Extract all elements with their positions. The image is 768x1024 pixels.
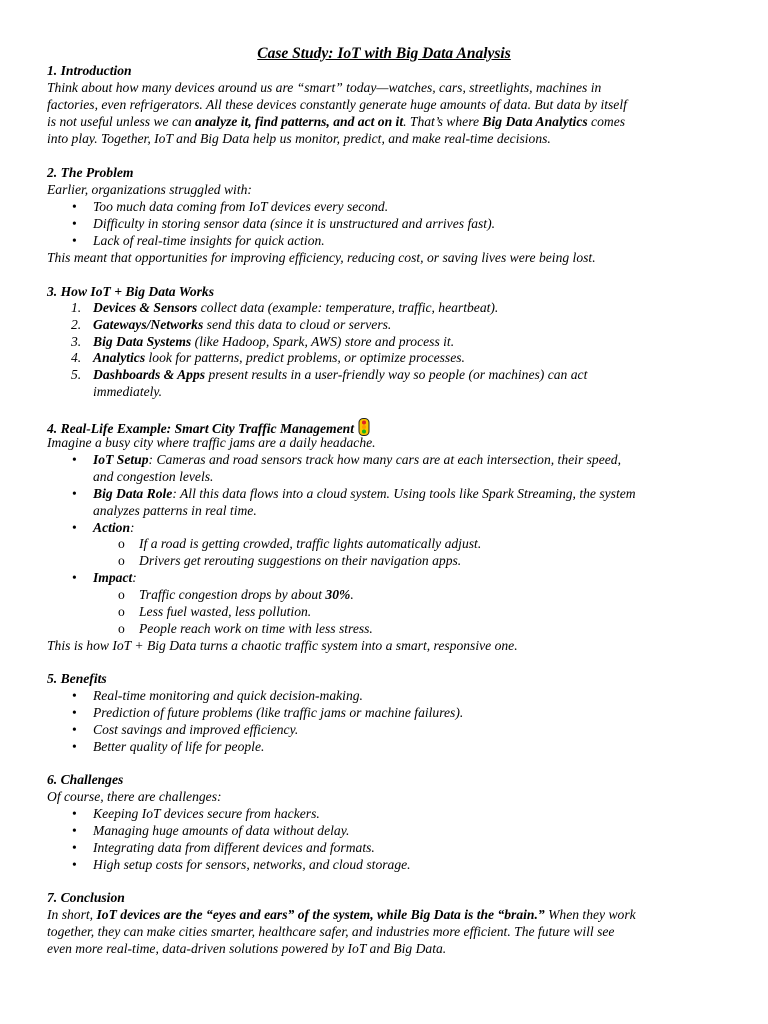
bullet-icon: • [72, 520, 77, 535]
example-role-text: : All this data flows into a cloud system. Using tools like Spark Streaming, the system [172, 486, 636, 501]
intro-text: . That’s where [403, 114, 483, 129]
impact-item [139, 587, 354, 604]
intro-text: comes [587, 114, 626, 129]
colon: : [132, 570, 137, 585]
how-item-text: collect data (example: temperature, traffic, heartbeat). [197, 300, 499, 315]
problem-after: This meant that opportunities for improving efficiency, reducing cost, or saving lives were being lost. [47, 250, 596, 265]
sub-bullet-icon: o [118, 621, 125, 636]
bullet-icon: • [72, 570, 77, 585]
impact-item: Less fuel wasted, less pollution. [139, 604, 312, 619]
sub-bullet-icon: o [118, 604, 125, 619]
bullet-icon: • [72, 722, 77, 737]
how-item-text: present results in a user-friendly way so people (or machines) can act [205, 367, 588, 382]
conclusion-heading: 7. Conclusion [47, 890, 125, 905]
intro-line-3 [47, 114, 625, 131]
intro-bold-term: Big Data Analytics [482, 114, 588, 129]
how-item-term: Big Data Systems [93, 334, 192, 349]
how-item-term: Dashboards & Apps [93, 367, 206, 382]
impact-text: . [350, 587, 354, 602]
problem-item: Too much data coming from IoT devices every second. [93, 199, 389, 214]
problem-item: Lack of real-time insights for quick action. [93, 233, 325, 248]
impact-item: People reach work on time with less stress. [139, 621, 373, 636]
list-number: 5. [71, 367, 82, 382]
conclusion-text: In short, [47, 907, 97, 922]
intro-text: is not useful unless we can [47, 114, 196, 129]
sub-bullet-icon: o [118, 553, 125, 568]
bullet-icon: • [72, 688, 77, 703]
example-impact [93, 570, 137, 587]
challenges-lead: Of course, there are challenges: [47, 789, 222, 804]
benefit-item: Real-time monitoring and quick decision-making. [93, 688, 363, 703]
problem-lead: Earlier, organizations struggled with: [47, 182, 252, 197]
how-item-text: look for patterns, predict problems, or optimize processes. [145, 350, 465, 365]
challenge-item: Managing huge amounts of data without delay. [93, 823, 350, 838]
bullet-icon: • [72, 705, 77, 720]
action-item: Drivers get rerouting suggestions on their navigation apps. [139, 553, 462, 568]
example-action-term: Action [93, 520, 131, 535]
sub-bullet-icon: o [118, 587, 125, 602]
intro-heading: 1. Introduction [47, 63, 132, 78]
problem-item: Difficulty in storing sensor data (since it is unstructured and arrives fast). [93, 216, 496, 231]
action-item: If a road is getting crowded, traffic lights automatically adjust. [139, 536, 482, 551]
intro-line-2: factories, even refrigerators. All these devices constantly generate huge amounts of data. But data by itself [47, 97, 627, 112]
impact-text: Traffic congestion drops by about [139, 587, 326, 602]
example-setup-text: : Cameras and road sensors track how many cars are at each intersection, their speed, [148, 452, 621, 467]
list-number: 3. [71, 334, 82, 349]
impact-percentage: 30% [325, 587, 351, 602]
example-after: This is how IoT + Big Data turns a chaotic traffic system into a smart, responsive one. [47, 638, 518, 653]
list-number: 4. [71, 350, 82, 365]
how-item [93, 350, 465, 367]
bullet-icon: • [72, 486, 77, 501]
conclusion-line-2: together, they can make cities smarter, healthcare safer, and industries more efficient. The future will see [47, 924, 615, 939]
benefit-item: Prediction of future problems (like traffic jams or machine failures). [93, 705, 464, 720]
bullet-icon: • [72, 452, 77, 467]
intro-bold-phrase: analyze it, find patterns, and act on it [195, 114, 404, 129]
bullet-icon: • [72, 840, 77, 855]
how-item-term: Gateways/Networks [93, 317, 204, 332]
example-setup [93, 452, 621, 469]
intro-line-1: Think about how many devices around us are “smart” today—watches, cars, streetlights, machines in [47, 80, 602, 95]
conclusion-line-1 [47, 907, 636, 924]
how-heading: 3. How IoT + Big Data Works [47, 284, 214, 299]
bullet-icon: • [72, 806, 77, 821]
how-item [93, 300, 498, 317]
conclusion-bold-statement: IoT devices are the “eyes and ears” of the system, while Big Data is the “brain.” [96, 907, 545, 922]
example-role [93, 486, 636, 503]
challenge-item: High setup costs for sensors, networks, and cloud storage. [93, 857, 411, 872]
how-item-text: (like Hadoop, Spark, AWS) store and process it. [191, 334, 455, 349]
benefit-item: Better quality of life for people. [93, 739, 265, 754]
how-item-text: send this data to cloud or servers. [203, 317, 392, 332]
list-number: 2. [71, 317, 82, 332]
problem-heading: 2. The Problem [47, 165, 134, 180]
example-setup-continuation: and congestion levels. [93, 469, 214, 484]
colon: : [130, 520, 135, 535]
how-item-continuation: immediately. [93, 384, 163, 399]
how-item-term: Devices & Sensors [93, 300, 198, 315]
example-role-term: Big Data Role [93, 486, 173, 501]
example-heading-text: 4. Real-Life Example: Smart City Traffic Management [47, 421, 354, 436]
benefits-heading: 5. Benefits [47, 671, 107, 686]
bullet-icon: • [72, 857, 77, 872]
bullet-icon: • [72, 739, 77, 754]
example-action [93, 520, 135, 537]
challenges-heading: 6. Challenges [47, 772, 124, 787]
how-item-term: Analytics [93, 350, 146, 365]
example-impact-term: Impact [93, 570, 133, 585]
conclusion-text: When they work [544, 907, 636, 922]
example-lead: Imagine a busy city where traffic jams are a daily headache. [47, 435, 376, 450]
how-item [93, 317, 391, 334]
benefit-item: Cost savings and improved efficiency. [93, 722, 299, 737]
traffic-light-icon [357, 418, 371, 436]
list-number: 1. [71, 300, 82, 315]
bullet-icon: • [72, 823, 77, 838]
challenge-item: Integrating data from different devices and formats. [93, 840, 375, 855]
how-item [93, 334, 454, 351]
bullet-icon: • [72, 233, 77, 248]
page-title: Case Study: IoT with Big Data Analysis [257, 45, 511, 62]
intro-line-4: into play. Together, IoT and Big Data help us monitor, predict, and make real-time decisions. [47, 131, 551, 146]
conclusion-line-3: even more real-time, data-driven solutions powered by IoT and Big Data. [47, 941, 447, 956]
challenge-item: Keeping IoT devices secure from hackers. [93, 806, 320, 821]
example-role-continuation: analyzes patterns in real time. [93, 503, 257, 518]
bullet-icon: • [72, 199, 77, 214]
how-item [93, 367, 587, 384]
bullet-icon: • [72, 216, 77, 231]
sub-bullet-icon: o [118, 536, 125, 551]
example-setup-term: IoT Setup [93, 452, 149, 467]
